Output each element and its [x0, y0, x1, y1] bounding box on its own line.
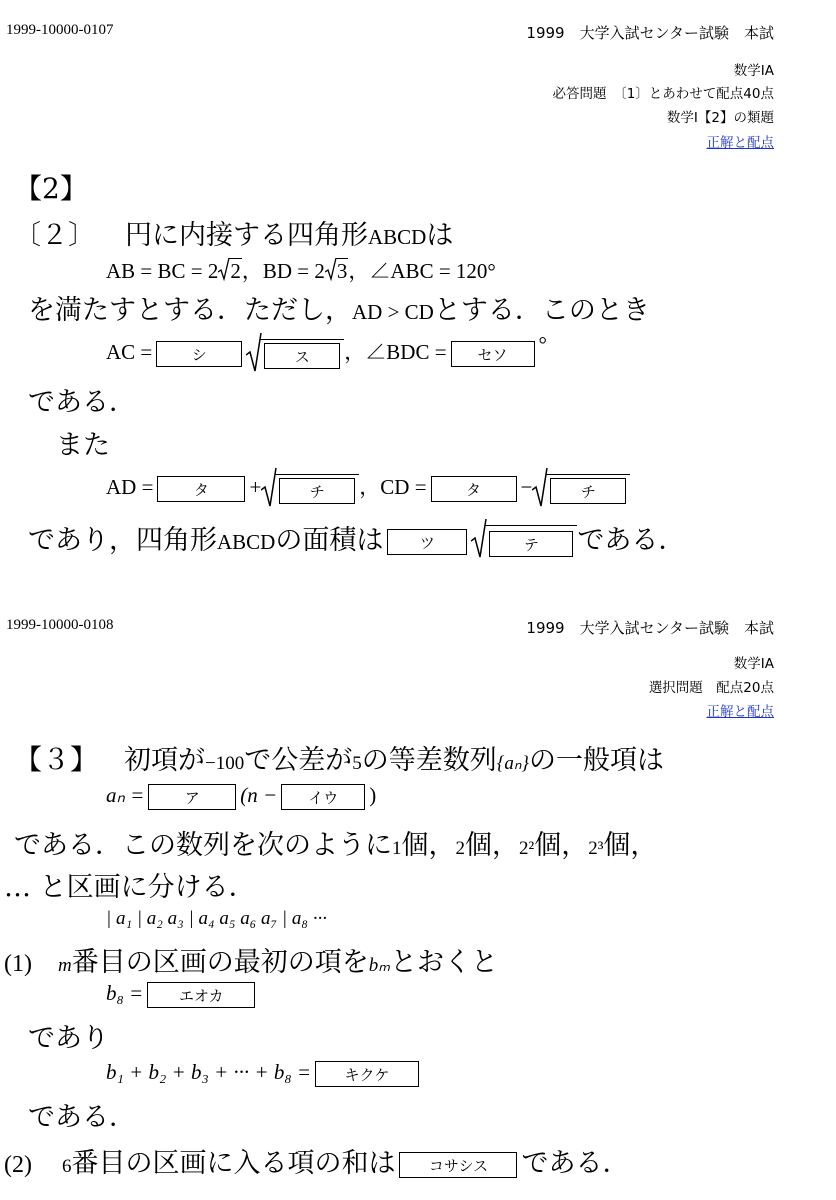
dearu-line: である． — [28, 387, 136, 418]
similar-note: 数学I【2】の類題 — [666, 110, 774, 126]
answer-box-a[interactable]: ア — [148, 784, 236, 810]
ad-cd-line: AD = タ + チ ，CD = タ − チ — [106, 471, 630, 504]
radical-icon — [471, 517, 487, 561]
answer-link-2[interactable]: 正解と配点 — [706, 704, 774, 720]
sqrt-2: 2 — [218, 259, 242, 284]
partition-display: | a₁ | a₂ a₃ | a₄ a₅ a₆ a₇ | a₈ ··· — [106, 908, 327, 929]
question-1: (1) m番目の区画の最初の項をbₘとおくと — [4, 947, 499, 978]
answer-box-chi[interactable]: チ — [279, 478, 355, 504]
quad-name: ABCD — [368, 225, 427, 249]
sqrt-su — [246, 339, 344, 369]
angle-abc: ，∠ABC = 120° — [348, 259, 496, 283]
answer-box-seso[interactable]: セソ — [451, 341, 535, 367]
deari-line: であり — [28, 1023, 109, 1054]
radical-icon — [532, 466, 548, 510]
subject-label-2: 数学IA — [733, 656, 774, 672]
problem-id-2: 1999-10000-0108 — [6, 617, 114, 633]
radical-icon — [261, 466, 277, 510]
points-note-2: 選択問題 配点20点 — [648, 680, 774, 696]
answer-box-ta[interactable]: タ — [157, 476, 245, 502]
sqrt-chi — [261, 474, 359, 504]
radical-icon — [325, 257, 337, 283]
answer-box-kikuke[interactable]: キクケ — [315, 1061, 419, 1087]
wa-text: は — [426, 220, 454, 251]
sqrt-3: 3 — [325, 259, 349, 284]
bd-eq: ，BD = 2 — [241, 259, 325, 283]
b8-line: b₈ = エオカ — [106, 981, 259, 1008]
question-2: (2) 6番目の区画に入る項の和は コサシス である． — [4, 1148, 630, 1179]
answer-box-iu[interactable]: イウ — [281, 784, 365, 810]
sub-label: 〔２〕 — [14, 220, 95, 251]
area-line: であり，四角形ABCDの面積は ツ テ である． — [28, 518, 685, 559]
ac-line: AC = シ ス ，∠BDC = セソ ° — [106, 336, 547, 369]
ab-eq: AB = BC = 2 — [106, 259, 219, 283]
partition-intro: である．この数列を次のように1個，2個，2²個，2³個， — [14, 830, 658, 861]
answer-link[interactable]: 正解と配点 — [706, 135, 774, 151]
answer-box-ta-2[interactable]: タ — [431, 476, 517, 502]
sqrt-te — [471, 525, 577, 559]
problem-number-2: 【３】 — [14, 743, 99, 776]
answer-box-chi-2[interactable]: チ — [550, 478, 626, 504]
answer-box-tsu[interactable]: ツ — [387, 529, 467, 555]
points-note: 必答問題 〔1〕とあわせて配点40点 — [552, 86, 774, 102]
answer-box-su[interactable]: ス — [264, 343, 340, 369]
answer-box-te[interactable]: テ — [489, 531, 573, 557]
radical-icon — [246, 331, 262, 375]
condition-line: を満たすとする．ただし，AD > CDとする．このとき — [28, 295, 650, 326]
problem2-intro: 【３】 初項が−100で公差が5の等差数列{aₙ}の一般項は — [14, 743, 665, 776]
answer-box-shi[interactable]: シ — [156, 341, 242, 367]
partition-line: … と区画に分ける． — [4, 872, 256, 903]
answer-box-kosashisu[interactable]: コサシス — [399, 1152, 517, 1178]
exam-title-2: 1999 大学入試センター試験 本試 — [526, 619, 774, 637]
intro-text: 円に内接する四角形 — [125, 220, 368, 251]
sqrt-chi-2 — [532, 474, 630, 504]
exam-title: 1999 大学入試センター試験 本試 — [526, 24, 774, 42]
general-term-line: aₙ = ア (n − イウ ) — [106, 783, 376, 810]
subject-label: 数学IA — [733, 63, 774, 79]
problem-id: 1999-10000-0107 — [6, 22, 114, 38]
dearu-line-2: である． — [28, 1102, 136, 1133]
sum-line: b₁ + b₂ + b₃ + ··· + b₈ = キクケ — [106, 1060, 423, 1087]
ad-gt-cd: AD > CD — [352, 300, 434, 324]
given-conditions — [106, 255, 496, 285]
radical-icon — [218, 257, 230, 283]
answer-box-eoka[interactable]: エオカ — [147, 982, 255, 1008]
problem-intro — [14, 213, 453, 252]
problem-number: 【2】 — [14, 172, 88, 205]
mata-line: また — [56, 430, 110, 461]
